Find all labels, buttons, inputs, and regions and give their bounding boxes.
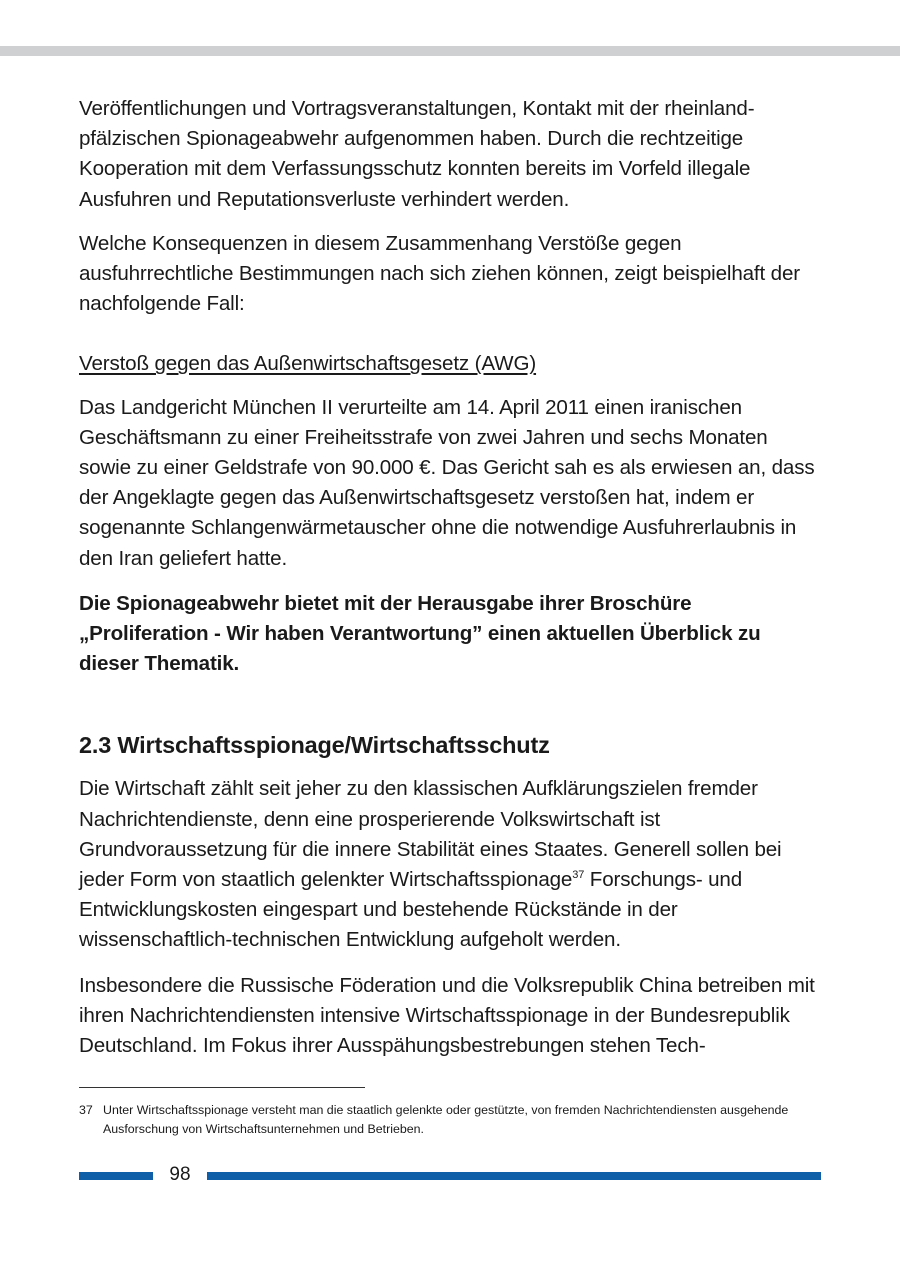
paragraph-1: Veröffentlichungen und Vortragsveranstaltungen, Kontakt mit der rheinland-pfälzischen Spionageabwehr aufgenommen haben. Durch die rechtzeitige Kooperation mit dem Verfassungsschutz konnten bereits im Vorfeld illegale Ausfuhren und Reputationsverluste verhindert werden. <box>79 97 755 211</box>
footer-bar-left <box>79 1172 153 1180</box>
footer-bar-right <box>207 1172 821 1180</box>
paragraph-3: Das Landgericht München II verurteilte am 14. April 2011 einen iranischen Geschäftsmann zu einer Freiheitsstrafe von zwei Jahren und sechs Monaten sowie zu einer Geldstrafe von 90.000 €. Das Gericht sah es als erwiesen an, dass der Angeklagte gegen das Außenwirtschaftsgesetz verstoßen hat, indem er sogenannte Schlangenwärmetauscher ohne die notwendige Ausfuhrerlaubnis in den Iran geliefert hatte. <box>79 395 815 570</box>
footnote-number: 37 <box>79 1103 93 1117</box>
paragraph-2: Welche Konsequenzen in diesem Zusammenhang Verstöße gegen ausfuhrrechtliche Bestimmungen nach sich ziehen können, zeigt beispielhaft der nachfolgende Fall: <box>79 231 800 316</box>
footnote-text: Unter Wirtschaftsspionage versteht man die staatlich gelenkte oder gestützte, von fremden Nachrichtendiensten ausgehende Ausforschung von Wirtschaftsunternehmen und Betrieben. <box>103 1103 789 1136</box>
page-number: 98 <box>169 1164 191 1185</box>
footnote-divider <box>79 1087 365 1088</box>
case-subheading: Verstoß gegen das Außenwirtschaftsgesetz (AWG) <box>79 352 537 376</box>
bold-note: Die Spionageabwehr bietet mit der Herausgabe ihrer Broschüre „Proliferation - Wir haben Verantwortung” einen aktuellen Überblick zu dieser Thematik. <box>79 591 761 676</box>
top-gray-bar <box>0 46 900 56</box>
footnote-reference[interactable]: 37 <box>572 869 585 882</box>
paragraph-5: Insbesondere die Russische Föderation und die Volksrepublik China betreiben mit ihren Nachrichtendiensten intensive Wirtschaftsspionage in der Bundesrepublik Deutschland. Im Fokus ihrer Ausspähungsbestrebungen stehen Tech- <box>79 973 815 1058</box>
footnote <box>79 1101 824 1139</box>
paragraph-4-text-a: Die Wirtschaft zählt seit jeher zu den klassischen Aufklärungszielen fremder Nachrichtendienste, denn eine prosperierende Volkswirtschaft ist Grundvoraussetzung für die innere Stabilität eines Staates. Generell sollen bei jeder Form von staatlich gelenkter Wirtschaftsspionage <box>79 777 782 892</box>
paragraph-4-text-b: Forschungs- und Entwicklungskosten eingespart und bestehende Rückstände in der wissenschaftlich-technischen Entwicklung aufgeholt werden. <box>79 868 743 952</box>
section-heading: 2.3 Wirtschaftsspionage/Wirtschaftsschutz <box>79 732 550 759</box>
paragraph-4 <box>79 774 824 955</box>
page-body <box>79 94 824 1061</box>
